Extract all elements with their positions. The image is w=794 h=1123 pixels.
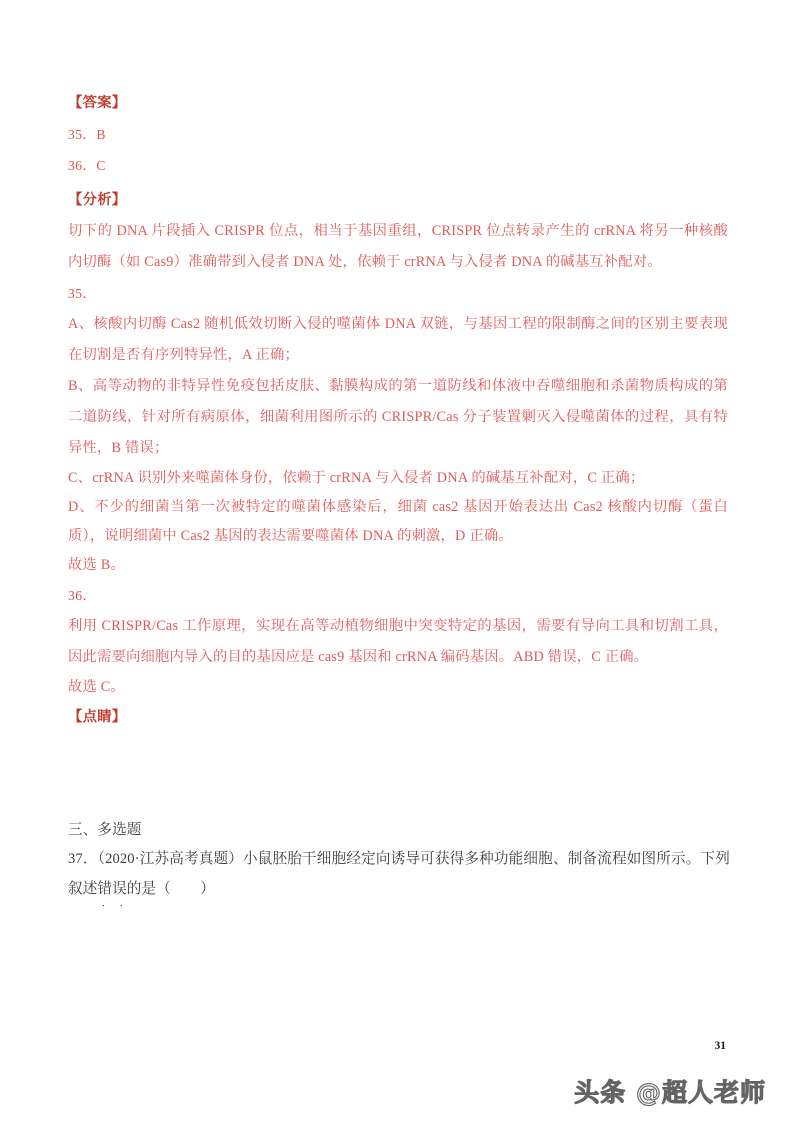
question-37-number: 37． [68, 851, 98, 867]
question-36-conclusion: 故选 C。 [68, 679, 126, 695]
analysis-paragraph: 切下的 DNA 片段插入 CRISPR 位点，相当于基因重组，CRISPR 位点转录产生的 crRNA 将另一种核酸内切酶（如 Cas9）准确带到入侵者 DNA 处，依赖于 crRNA 与入侵者 DNA 的碱基互补配对。 [68, 223, 728, 270]
question-37-tail: 的是（ ） [126, 881, 215, 897]
question-35-option-a: A、核酸内切酶 Cas2 随机低效切断入侵的噬菌体 DNA 双链，与基因工程的限制酶之间的区别主要表现在切割是否有序列特异性，A 正确； [68, 316, 728, 363]
question-35-label: 35． [68, 286, 97, 301]
question-35-option-d: D、不少的细菌当第一次被特定的噬菌体感染后，细菌 cas2 基因开始表达出 Cas2 核酸内切酶（蛋白质），说明细菌中 Cas2 基因的表达需要噬菌体 DNA 的刺激，D 正确。 [68, 499, 728, 544]
question-37 [68, 844, 730, 904]
question-37-source: （2020·江苏高考真题） [97, 851, 244, 867]
question-36-label: 36． [68, 588, 97, 603]
section-heading: 三、多选题 [68, 822, 142, 838]
tip-heading: 【点睛】 [68, 709, 127, 725]
answer-key-content [68, 88, 728, 733]
question-35-option-b: B、高等动物的非特异性免疫包括皮肤、黏膜构成的第一道防线和体液中吞噬细胞和杀菌物质构成的第二道防线，针对所有病原体，细菌利用图所示的 CRISPR/Cas 分子装置剿灭入侵噬菌体的过程，具有特异性，B 错误； [68, 378, 728, 456]
question-37-body: 小鼠胚胎干细胞经定向诱导可获得多种功能细胞、制备流程如图所示。下列叙述 [68, 851, 730, 897]
next-question-section [68, 816, 730, 904]
answer-item-35: 35．B [68, 127, 106, 142]
answer-heading: 【答案】 [68, 95, 127, 111]
page-number: 31 [714, 1040, 726, 1052]
answer-item-36: 36．C [68, 158, 106, 173]
question-35-option-c: C、crRNA 识别外来噬菌体身份，依赖于 crRNA 与入侵者 DNA 的碱基互补配对，C 正确； [68, 470, 645, 486]
question-37-emphasis: 错误 ﹒﹒ [97, 881, 126, 897]
watermark: 头条 @超人老师 [574, 1078, 766, 1107]
question-36-explanation: 利用 CRISPR/Cas 工作原理，实现在高等动植物细胞中突变特定的基因，需要有导向工具和切割工具，因此需要向细胞内导入的目的基因应是 cas9 基因和 crRNA 编码基因。ABD 错误，C 正确。 [68, 618, 728, 665]
analysis-heading: 【分析】 [68, 192, 127, 208]
question-35-conclusion: 故选 B。 [68, 557, 126, 573]
